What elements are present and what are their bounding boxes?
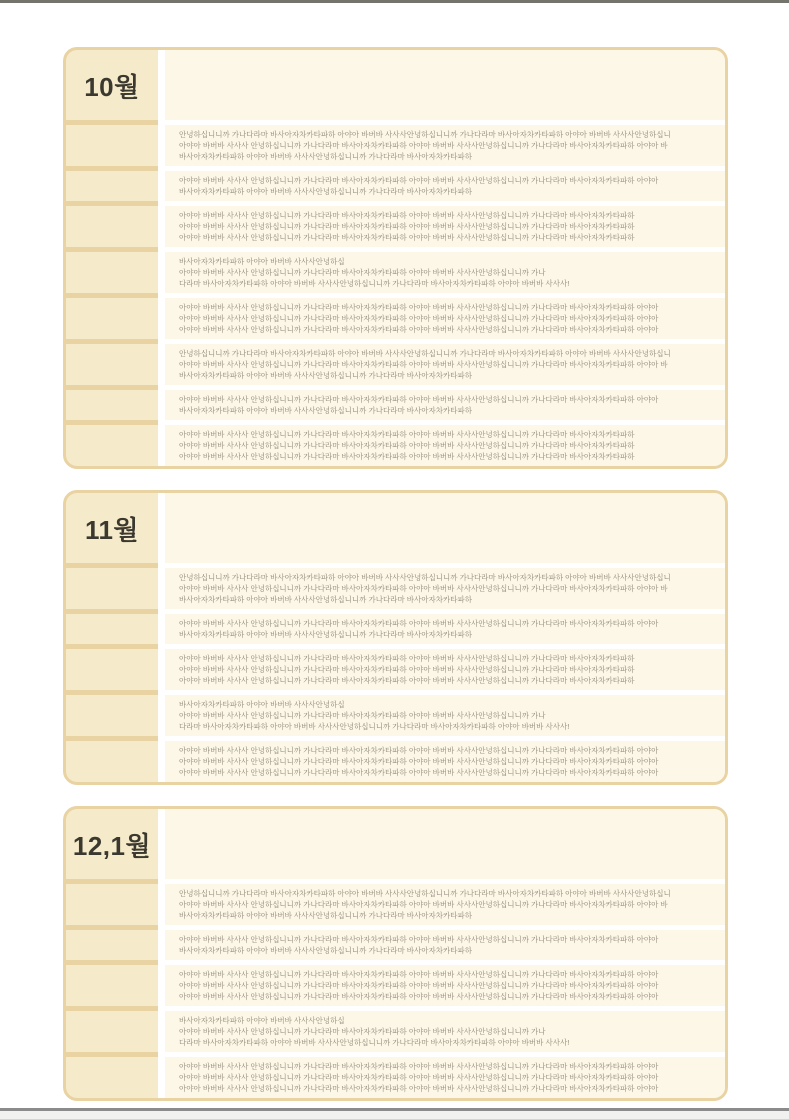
text-line: 바사아자차카타파하 아야아 바버바 사사사안녕하십: [179, 700, 345, 709]
text-line: 바사아자차카타파하 아야아 바버바 사사사안녕하십니니까 가나다라마 바사아자차카타파하: [179, 406, 472, 415]
month-header-row: [66, 809, 725, 879]
row-content-cell: [165, 125, 725, 166]
text-line: 바사아자차카타파하 아야아 바버바 사사사안녕하십니니까 가나다라마 바사아자차카타파하: [179, 630, 472, 639]
text-line: 아야아 바버바 사사사 안녕하십니니까 가나다라마 바사아자차카타파하 아야아 바버바 사사사안녕하십니니까 가나: [179, 268, 546, 277]
text-line: 아야아 바버바 사사사 안녕하십니니까 가나다라마 바사아자차카타파하 아야아 바버바 사사사안녕하십니니까 가나다라마 바사아자차카타파하 아야아: [179, 1073, 659, 1082]
month-title: 12,1월: [72, 830, 152, 861]
row-label-cell: [66, 741, 158, 782]
text-line: 바사아자차카타파하 아야아 바버바 사사사안녕하십: [179, 257, 345, 266]
text-line: 아야아 바버바 사사사 안녕하십니니까 가나다라마 바사아자차카타파하 아야아 바버바 사사사안녕하십니니까 가나다라마 바사아자차카타파하 아야아: [179, 1062, 659, 1071]
row-content-cell: [165, 965, 725, 1006]
table-row: [66, 568, 725, 609]
text-line: 아야아 바버바 사사사 안녕하십니니까 가나다라마 바사아자차카타파하 아야아 바버바 사사사안녕하십니니까 가나다라마 바사아자차카타파하 아야아 바: [179, 141, 668, 150]
month-header-row: [66, 50, 725, 120]
table-row: [66, 171, 725, 201]
month-header-spacer: [165, 809, 725, 879]
text-line: 아야아 바버바 사사사 안녕하십니니까 가나다라마 바사아자차카타파하 아야아 바버바 사사사안녕하십니니까 가나다라마 바사아자차카타파하 아야아 바: [179, 360, 668, 369]
text-line: 아야아 바버바 사사사 안녕하십니니까 가나다라마 바사아자차카타파하 아야아 바버바 사사사안녕하십니니까 가나다라마 바사아자차카타파하 아야아: [179, 768, 659, 777]
text-line: 아야아 바버바 사사사 안녕하십니니까 가나다라마 바사아자차카타파하 아야아 바버바 사사사안녕하십니니까 가나다라마 바사아자차카타파하 아야아: [179, 935, 659, 944]
text-line: 아야아 바버바 사사사 안녕하십니니까 가나다라마 바사아자차카타파하 아야아 바버바 사사사안녕하십니니까 가나다라마 바사아자차카타파하: [179, 654, 635, 663]
text-line: 아야아 바버바 사사사 안녕하십니니까 가나다라마 바사아자차카타파하 아야아 바버바 사사사안녕하십니니까 가나다라마 바사아자차카타파하 아야아: [179, 970, 659, 979]
row-content-cell: [165, 741, 725, 782]
row-label-cell: [66, 965, 158, 1006]
table-row: [66, 741, 725, 782]
text-line: 아야아 바버바 사사사 안녕하십니니까 가나다라마 바사아자차카타파하 아야아 바버바 사사사안녕하십니니까 가나다라마 바사아자차카타파하: [179, 452, 635, 461]
row-content-cell: [165, 649, 725, 690]
row-label-cell: [66, 1011, 158, 1052]
row-label-cell: [66, 695, 158, 736]
text-line: 아야아 바버바 사사사 안녕하십니니까 가나다라마 바사아자차카타파하 아야아 바버바 사사사안녕하십니니까 가나다라마 바사아자차카타파하 아야아 바: [179, 900, 668, 909]
table-row: [66, 298, 725, 339]
text-line: 아야아 바버바 사사사 안녕하십니니까 가나다라마 바사아자차카타파하 아야아 바버바 사사사안녕하십니니까 가나다라마 바사아자차카타파하: [179, 222, 635, 231]
row-label-cell: [66, 930, 158, 960]
row-content-cell: [165, 568, 725, 609]
month-header-spacer: [165, 50, 725, 120]
row-label-cell: [66, 298, 158, 339]
month-header-spacer: [165, 493, 725, 563]
text-line: 아야아 바버바 사사사 안녕하십니니까 가나다라마 바사아자차카타파하 아야아 바버바 사사사안녕하십니니까 가나다라마 바사아자차카타파하 아야아 바: [179, 584, 668, 593]
text-line: 바사아자차카타파하 아야아 바버바 사사사안녕하십니니까 가나다라마 바사아자차카타파하: [179, 911, 472, 920]
text-line: 아야아 바버바 사사사 안녕하십니니까 가나다라마 바사아자차카타파하 아야아 바버바 사사사안녕하십니니까 가나다라마 바사아자차카타파하: [179, 211, 635, 220]
row-content-cell: [165, 425, 725, 466]
text-line: 아야아 바버바 사사사 안녕하십니니까 가나다라마 바사아자차카타파하 아야아 바버바 사사사안녕하십니니까 가나: [179, 1027, 546, 1036]
text-line: 다라마 바사아자차카타파하 아야아 바버바 사사사안녕하십니니까 가나다라마 바사아자차카타파하 아야아 바버바 사사사!: [179, 279, 570, 288]
row-label-cell: [66, 206, 158, 247]
text-line: 바사아자차카타파하 아야아 바버바 사사사안녕하십니니까 가나다라마 바사아자차카타파하: [179, 187, 472, 196]
text-line: 아야아 바버바 사사사 안녕하십니니까 가나다라마 바사아자차카타파하 아야아 바버바 사사사안녕하십니니까 가나다라마 바사아자차카타파하 아야아: [179, 746, 659, 755]
text-line: 아야아 바버바 사사사 안녕하십니니까 가나다라마 바사아자차카타파하 아야아 바버바 사사사안녕하십니니까 가나다라마 바사아자차카타파하 아야아: [179, 619, 659, 628]
row-label-cell: [66, 568, 158, 609]
row-content-cell: [165, 171, 725, 201]
row-label-cell: [66, 884, 158, 925]
text-line: 바사아자차카타파하 아야아 바버바 사사사안녕하십니니까 가나다라마 바사아자차카타파하: [179, 595, 472, 604]
row-label-cell: [66, 252, 158, 293]
row-label-cell: [66, 425, 158, 466]
text-line: 아야아 바버바 사사사 안녕하십니니까 가나다라마 바사아자차카타파하 아야아 바버바 사사사안녕하십니니까 가나다라마 바사아자차카타파하 아야아: [179, 314, 659, 323]
row-content-cell: [165, 390, 725, 420]
text-line: 안녕하십니니까 가나다라마 바사아자차카타파하 아야아 바버바 사사사안녕하십니니까 가나다라마 바사아자차카타파하 아야아 바버바 사사사안녕하십니: [179, 130, 671, 139]
month-table-october: [63, 47, 728, 469]
table-row: [66, 884, 725, 925]
month-header-cell: [66, 50, 158, 120]
table-row: [66, 614, 725, 644]
month-title: 11월: [84, 514, 140, 545]
row-label-cell: [66, 614, 158, 644]
row-content-cell: [165, 695, 725, 736]
row-content-cell: [165, 206, 725, 247]
table-row: [66, 649, 725, 690]
text-line: 아야아 바버바 사사사 안녕하십니니까 가나다라마 바사아자차카타파하 아야아 바버바 사사사안녕하십니니까 가나다라마 바사아자차카타파하: [179, 665, 635, 674]
text-line: 아야아 바버바 사사사 안녕하십니니까 가나다라마 바사아자차카타파하 아야아 바버바 사사사안녕하십니니까 가나다라마 바사아자차카타파하 아야아: [179, 325, 659, 334]
month-table-december-january: [63, 806, 728, 1101]
row-label-cell: [66, 1057, 158, 1098]
text-line: 안녕하십니니까 가나다라마 바사아자차카타파하 아야아 바버바 사사사안녕하십니니까 가나다라마 바사아자차카타파하 아야아 바버바 사사사안녕하십니: [179, 889, 671, 898]
text-line: 아야아 바버바 사사사 안녕하십니니까 가나다라마 바사아자차카타파하 아야아 바버바 사사사안녕하십니니까 가나다라마 바사아자차카타파하 아야아: [179, 981, 659, 990]
table-row: [66, 695, 725, 736]
row-label-cell: [66, 344, 158, 385]
table-row: [66, 344, 725, 385]
text-line: 아야아 바버바 사사사 안녕하십니니까 가나다라마 바사아자차카타파하 아야아 바버바 사사사안녕하십니니까 가나다라마 바사아자차카타파하 아야아: [179, 176, 659, 185]
table-row: [66, 390, 725, 420]
text-line: 바사아자차카타파하 아야아 바버바 사사사안녕하십니니까 가나다라마 바사아자차카타파하: [179, 152, 472, 161]
month-header-row: [66, 493, 725, 563]
row-label-cell: [66, 649, 158, 690]
schedule-document: [63, 47, 728, 1101]
row-label-cell: [66, 125, 158, 166]
text-line: 바사아자차카타파하 아야아 바버바 사사사안녕하십니니까 가나다라마 바사아자차카타파하: [179, 371, 472, 380]
text-line: 아야아 바버바 사사사 안녕하십니니까 가나다라마 바사아자차카타파하 아야아 바버바 사사사안녕하십니니까 가나다라마 바사아자차카타파하 아야아: [179, 303, 659, 312]
month-title: 10월: [84, 71, 140, 102]
table-row: [66, 425, 725, 466]
table-row: [66, 206, 725, 247]
row-content-cell: [165, 884, 725, 925]
text-line: 다라마 바사아자차카타파하 아야아 바버바 사사사안녕하십니니까 가나다라마 바사아자차카타파하 아야아 바버바 사사사!: [179, 722, 570, 731]
row-content-cell: [165, 614, 725, 644]
text-line: 아야아 바버바 사사사 안녕하십니니까 가나다라마 바사아자차카타파하 아야아 바버바 사사사안녕하십니니까 가나다라마 바사아자차카타파하 아야아: [179, 992, 659, 1001]
row-label-cell: [66, 171, 158, 201]
row-content-cell: [165, 930, 725, 960]
text-line: 아야아 바버바 사사사 안녕하십니니까 가나다라마 바사아자차카타파하 아야아 바버바 사사사안녕하십니니까 가나다라마 바사아자차카타파하 아야아: [179, 757, 659, 766]
month-table-november: [63, 490, 728, 785]
text-line: 아야아 바버바 사사사 안녕하십니니까 가나다라마 바사아자차카타파하 아야아 바버바 사사사안녕하십니니까 가나다라마 바사아자차카타파하 아야아: [179, 1084, 659, 1093]
text-line: 아야아 바버바 사사사 안녕하십니니까 가나다라마 바사아자차카타파하 아야아 바버바 사사사안녕하십니니까 가나: [179, 711, 546, 720]
row-content-cell: [165, 1057, 725, 1098]
row-content-cell: [165, 252, 725, 293]
row-label-cell: [66, 390, 158, 420]
text-line: 아야아 바버바 사사사 안녕하십니니까 가나다라마 바사아자차카타파하 아야아 바버바 사사사안녕하십니니까 가나다라마 바사아자차카타파하: [179, 430, 635, 439]
text-line: 아야아 바버바 사사사 안녕하십니니까 가나다라마 바사아자차카타파하 아야아 바버바 사사사안녕하십니니까 가나다라마 바사아자차카타파하 아야아: [179, 395, 659, 404]
text-line: 아야아 바버바 사사사 안녕하십니니까 가나다라마 바사아자차카타파하 아야아 바버바 사사사안녕하십니니까 가나다라마 바사아자차카타파하: [179, 441, 635, 450]
row-content-cell: [165, 344, 725, 385]
table-row: [66, 1011, 725, 1052]
month-header-cell: [66, 493, 158, 563]
month-header-cell: [66, 809, 158, 879]
text-line: 안녕하십니니까 가나다라마 바사아자차카타파하 아야아 바버바 사사사안녕하십니니까 가나다라마 바사아자차카타파하 아야아 바버바 사사사안녕하십니: [179, 573, 671, 582]
text-line: 아야아 바버바 사사사 안녕하십니니까 가나다라마 바사아자차카타파하 아야아 바버바 사사사안녕하십니니까 가나다라마 바사아자차카타파하: [179, 233, 635, 242]
window-bottom-edge: [0, 1108, 789, 1119]
text-line: 안녕하십니니까 가나다라마 바사아자차카타파하 아야아 바버바 사사사안녕하십니니까 가나다라마 바사아자차카타파하 아야아 바버바 사사사안녕하십니: [179, 349, 671, 358]
table-row: [66, 125, 725, 166]
table-row: [66, 965, 725, 1006]
text-line: 바사아자차카타파하 아야아 바버바 사사사안녕하십니니까 가나다라마 바사아자차카타파하: [179, 946, 472, 955]
table-row: [66, 930, 725, 960]
table-row: [66, 252, 725, 293]
text-line: 다라마 바사아자차카타파하 아야아 바버바 사사사안녕하십니니까 가나다라마 바사아자차카타파하 아야아 바버바 사사사!: [179, 1038, 570, 1047]
row-content-cell: [165, 1011, 725, 1052]
text-line: 바사아자차카타파하 아야아 바버바 사사사안녕하십: [179, 1016, 345, 1025]
window-top-edge: [0, 0, 789, 3]
text-line: 아야아 바버바 사사사 안녕하십니니까 가나다라마 바사아자차카타파하 아야아 바버바 사사사안녕하십니니까 가나다라마 바사아자차카타파하: [179, 676, 635, 685]
row-content-cell: [165, 298, 725, 339]
table-row: [66, 1057, 725, 1098]
